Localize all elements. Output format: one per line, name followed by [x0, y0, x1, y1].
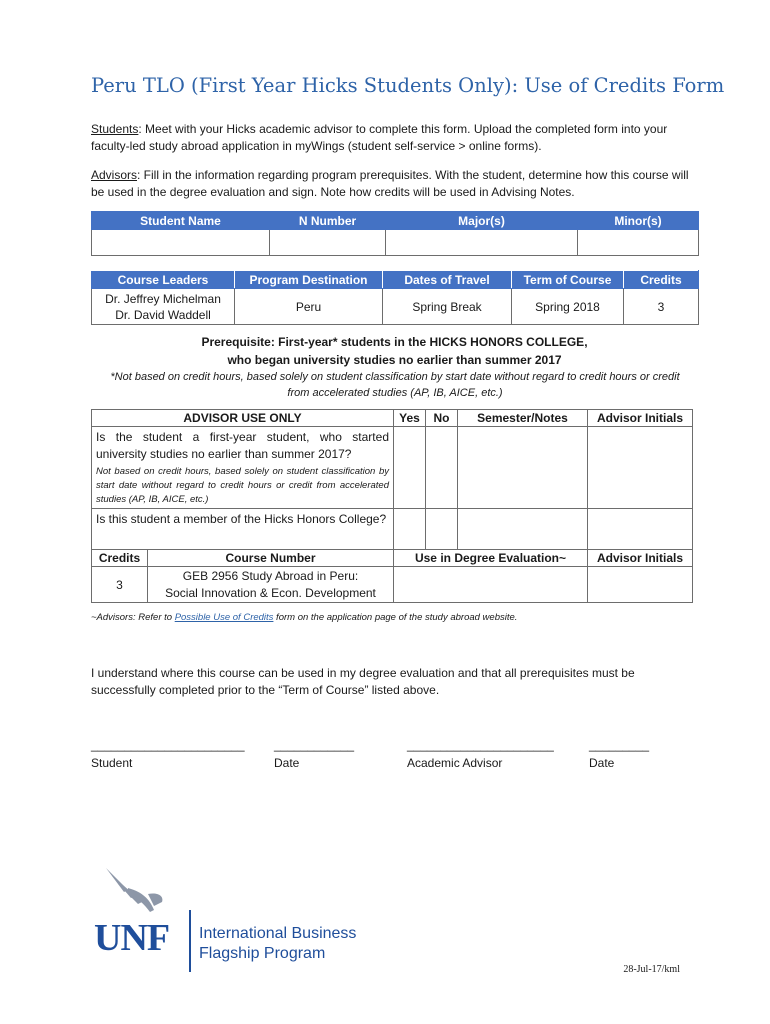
header-yes: Yes — [394, 410, 426, 427]
program-destination-value: Peru — [235, 289, 383, 325]
hicks-advisor-initials[interactable] — [588, 509, 693, 550]
header-course-number: Course Number — [148, 550, 394, 567]
hicks-semester-notes[interactable] — [458, 509, 588, 550]
form-title: Peru TLO (First Year Hicks Students Only): Use of Credits Form — [91, 74, 725, 97]
header-minors: Minor(s) — [578, 212, 699, 230]
minors-field[interactable] — [578, 230, 699, 256]
advisor-signature-line[interactable]: ______________________ — [407, 738, 554, 752]
logo-line-2: Flagship Program — [199, 945, 326, 962]
header-majors: Major(s) — [386, 212, 578, 230]
header-advisor-initials-2: Advisor Initials — [588, 550, 693, 567]
logo-program-name — [199, 924, 356, 964]
footnote-before: ~Advisors: Refer to — [91, 612, 175, 623]
n-number-field[interactable] — [270, 230, 386, 256]
header-n-number: N Number — [270, 212, 386, 230]
advisors-instructions — [91, 167, 691, 201]
header-dates-of-travel: Dates of Travel — [383, 271, 512, 289]
header-advisor-initials: Advisor Initials — [588, 410, 693, 427]
student-label: Student — [91, 756, 133, 770]
header-student-name: Student Name — [92, 212, 270, 230]
student-name-field[interactable] — [92, 230, 270, 256]
header-program-destination: Program Destination — [235, 271, 383, 289]
use-in-degree-evaluation-field[interactable] — [394, 567, 588, 603]
hicks-no-box[interactable] — [426, 509, 458, 550]
unf-logo — [94, 866, 374, 976]
course-advisor-initials-field[interactable] — [588, 567, 693, 603]
term-of-course-value: Spring 2018 — [512, 289, 624, 325]
majors-field[interactable] — [386, 230, 578, 256]
student-date-line[interactable]: ____________ — [274, 738, 355, 752]
course-number-line-2: Social Innovation & Econ. Development — [165, 585, 376, 600]
prerequisite-line-1: Prerequisite: First-year* students in the HICKS HONORS COLLEGE, — [201, 335, 588, 349]
date-stamp: 28-Jul-17/kml — [623, 964, 680, 975]
first-year-no-box[interactable] — [426, 427, 458, 509]
course-credits-value: 3 — [92, 567, 148, 603]
question-first-year-cell — [92, 427, 394, 509]
header-credits: Credits — [624, 271, 699, 289]
understanding-statement: I understand where this course can be used in my degree evaluation and that all prerequisites must be successfully completed prior to the “Term of Course” listed above. — [91, 666, 635, 697]
header-term-of-course: Term of Course — [512, 271, 624, 289]
unf-wordmark: UNF — [94, 917, 170, 959]
credits-value: 3 — [624, 289, 699, 325]
course-leaders-cell — [92, 289, 235, 325]
header-advisor-use-only: ADVISOR USE ONLY — [92, 410, 394, 427]
course-info-table — [91, 270, 699, 325]
header-semester-notes: Semester/Notes — [458, 410, 588, 427]
first-year-advisor-initials[interactable] — [588, 427, 693, 509]
course-leader-1: Dr. Jeffrey Michelman — [105, 291, 221, 306]
student-signature-line[interactable]: _______________________ — [91, 738, 245, 752]
question-hicks-honors-cell — [92, 509, 394, 550]
students-instructions — [91, 121, 691, 155]
course-leader-2: Dr. David Waddell — [115, 307, 211, 322]
date-label-2: Date — [589, 756, 615, 770]
course-number-line-1: GEB 2956 Study Abroad in Peru: — [182, 568, 359, 583]
question-hicks-honors: Is this student a member of the Hicks Honors College? — [96, 512, 387, 526]
students-text: : Meet with your Hicks academic advisor to complete this form. Upload the completed form into your faculty-led study abroad application in myWings (student self-service > online forms). — [91, 122, 668, 153]
question-first-year: Is the student a first-year student, who started university studies no earlier than summer 2017? — [96, 430, 389, 461]
logo-line-1: International Business — [199, 925, 357, 942]
dates-of-travel-value: Spring Break — [383, 289, 512, 325]
advisors-label: Advisors — [91, 168, 138, 182]
prerequisite-line-2: who began university studies no earlier than summer 2017 — [227, 353, 562, 367]
hicks-yes-box[interactable] — [394, 509, 426, 550]
advisors-footnote — [91, 612, 517, 623]
header-no: No — [426, 410, 458, 427]
advisor-date-line[interactable]: _________ — [589, 738, 650, 752]
student-info-table — [91, 211, 699, 256]
course-number-cell — [148, 567, 394, 603]
first-year-semester-notes[interactable] — [458, 427, 588, 509]
footnote-after: form on the application page of the study abroad website. — [273, 612, 518, 623]
academic-advisor-label: Academic Advisor — [407, 756, 503, 770]
advisor-use-table — [91, 409, 693, 603]
students-label: Students — [91, 122, 139, 136]
header-course-leaders: Course Leaders — [92, 271, 235, 289]
advisors-text: : Fill in the information regarding program prerequisites. With the student, determine how this course will be used in the degree evaluation and sign. Note how credits will be used in Advising Notes. — [91, 168, 689, 199]
prerequisite-note: *Not based on credit hours, based solely on student classification by start date without regard to credit hours or credit from accelerated studies (AP, IB, AICE, etc.) — [110, 371, 680, 399]
header-use-in-degree-evaluation: Use in Degree Evaluation~ — [394, 550, 588, 567]
header-credits-2: Credits — [92, 550, 148, 567]
date-label-1: Date — [274, 756, 300, 770]
logo-divider — [189, 910, 191, 972]
first-year-yes-box[interactable] — [394, 427, 426, 509]
possible-use-of-credits-link[interactable]: Possible Use of Credits — [174, 612, 274, 623]
question-first-year-note: Not based on credit hours, based solely on student classification by start date without regard to credit hours or credit from accelerated studies (AP, IB, AICE, etc.) — [96, 466, 389, 505]
